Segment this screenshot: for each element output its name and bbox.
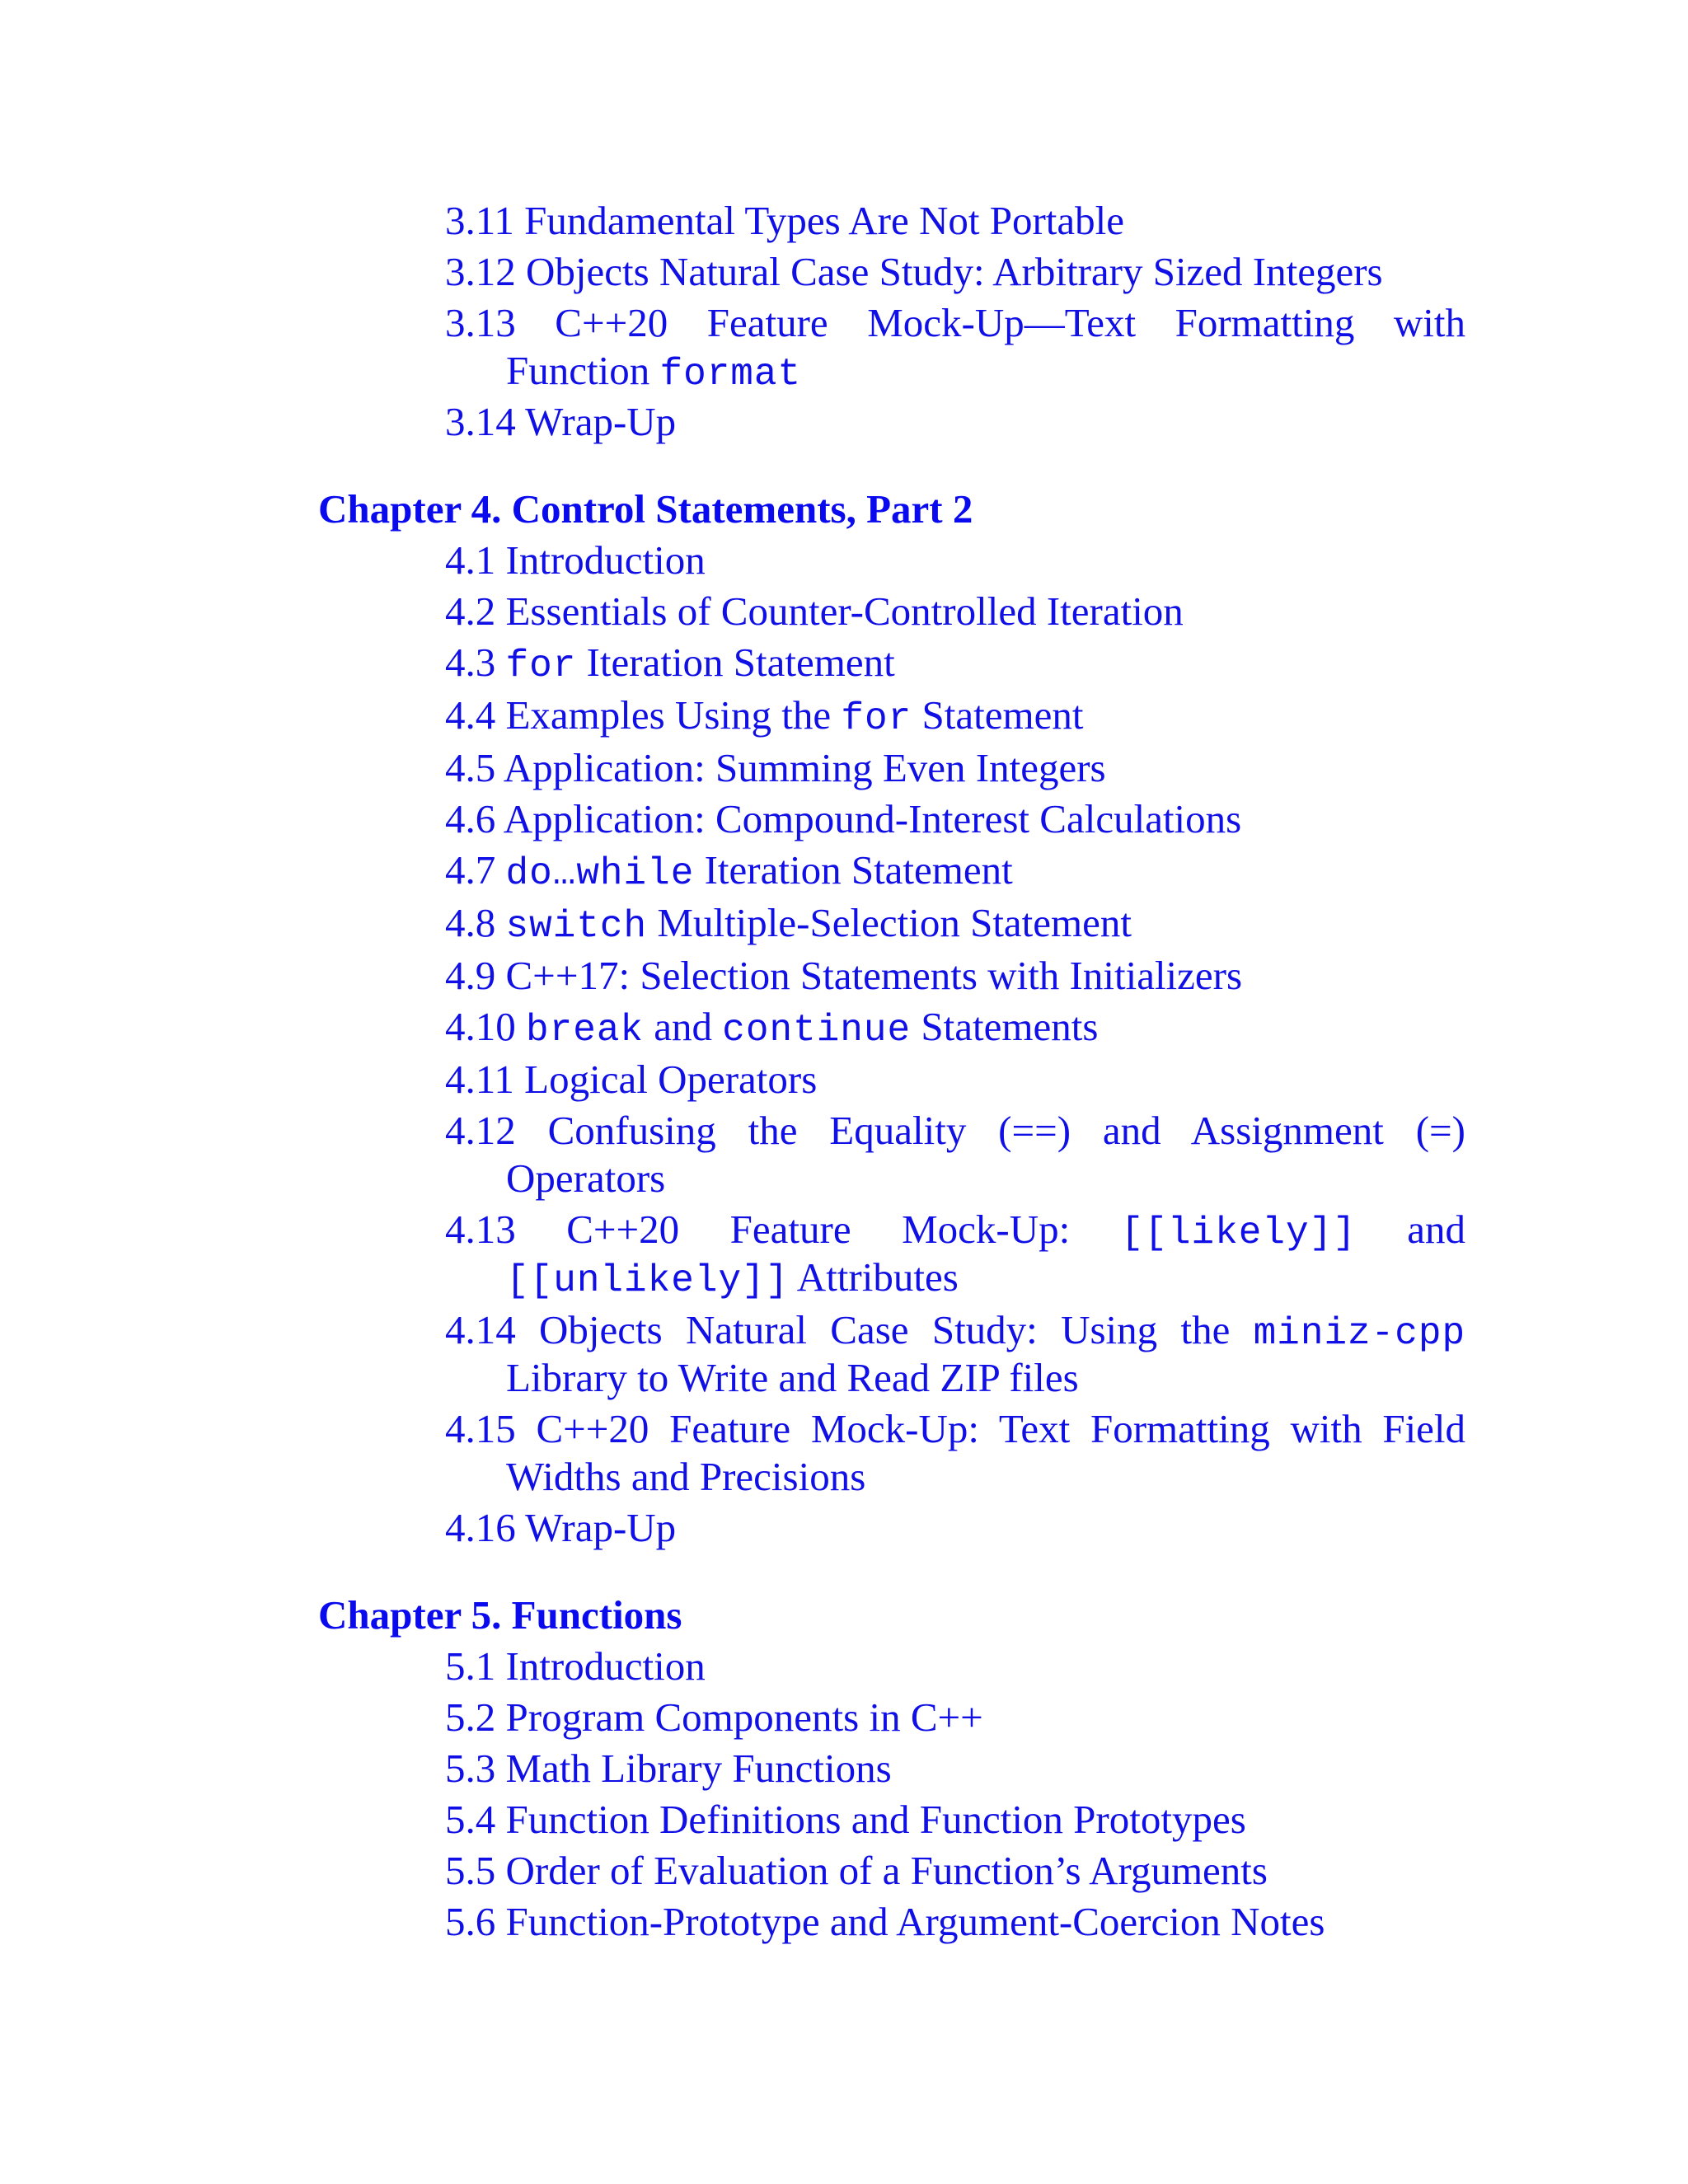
code-break: break bbox=[526, 1009, 645, 1052]
toc-entry-4-14-line2[interactable]: Library to Write and Read ZIP files bbox=[506, 1355, 1079, 1400]
toc-entry-4-9[interactable]: 4.9 C++17: Selection Statements with Initializers bbox=[445, 953, 1243, 998]
toc-entry-4-2[interactable]: 4.2 Essentials of Counter-Controlled Iteration bbox=[445, 588, 1184, 634]
toc-entry-4-12-line2[interactable]: Operators bbox=[506, 1155, 666, 1201]
code-miniz-cpp: miniz-cpp bbox=[1253, 1312, 1466, 1355]
code-likely: [[likely]] bbox=[1120, 1212, 1357, 1254]
code-for: for bbox=[505, 644, 577, 687]
toc-entry-4-8[interactable]: 4.8 switch Multiple-Selection Statement bbox=[445, 900, 1132, 948]
code-switch: switch bbox=[505, 905, 648, 948]
toc-entry-4-15-line2[interactable]: Widths and Precisions bbox=[506, 1454, 866, 1499]
code-format: format bbox=[659, 353, 802, 396]
toc-entry-3-12[interactable]: 3.12 Objects Natural Case Study: Arbitrary Sized Integers bbox=[445, 249, 1383, 294]
toc-entry-5-5[interactable]: 5.5 Order of Evaluation of a Function’s Arguments bbox=[445, 1848, 1268, 1893]
toc-entry-4-10[interactable]: 4.10 break and continue Statements bbox=[445, 1004, 1099, 1052]
toc-entry-4-14-line1[interactable]: 4.14 Objects Natural Case Study: Using the miniz-cpp bbox=[445, 1307, 1466, 1355]
toc-entry-5-6[interactable]: 5.6 Function-Prototype and Argument-Coercion Notes bbox=[445, 1899, 1325, 1944]
toc-entry-4-13-line2[interactable]: [[unlikely]] Attributes bbox=[506, 1254, 959, 1302]
toc-entry-4-13-line1[interactable]: 4.13 C++20 Feature Mock-Up: [[likely]] and bbox=[445, 1207, 1465, 1254]
code-do-while: do…while bbox=[505, 852, 695, 895]
toc-entry-4-16[interactable]: 4.16 Wrap-Up bbox=[445, 1505, 677, 1550]
toc-entry-5-1[interactable]: 5.1 Introduction bbox=[445, 1643, 706, 1689]
chapter-4-heading[interactable]: Chapter 4. Control Statements, Part 2 bbox=[318, 486, 973, 532]
toc-entry-4-12-line1[interactable]: 4.12 Confusing the Equality (==) and Assignment (=) bbox=[445, 1108, 1465, 1153]
code-for: for bbox=[841, 697, 912, 740]
code-continue: continue bbox=[722, 1009, 912, 1052]
toc-entry-5-2[interactable]: 5.2 Program Components in C++ bbox=[445, 1694, 983, 1740]
toc-entry-4-6[interactable]: 4.6 Application: Compound-Interest Calculations bbox=[445, 796, 1242, 841]
toc-entry-4-15-line1[interactable]: 4.15 C++20 Feature Mock-Up: Text Formatting with Field bbox=[445, 1406, 1466, 1451]
code-unlikely: [[unlikely]] bbox=[506, 1259, 790, 1302]
toc-entry-4-7[interactable]: 4.7 do…while Iteration Statement bbox=[445, 847, 1013, 895]
toc-entry-3-14[interactable]: 3.14 Wrap-Up bbox=[445, 399, 677, 444]
toc-entry-5-4[interactable]: 5.4 Function Definitions and Function Prototypes bbox=[445, 1797, 1246, 1842]
toc-entry-3-13-line1[interactable]: 3.13 C++20 Feature Mock-Up—Text Formatting with bbox=[445, 300, 1466, 345]
toc-entry-3-11[interactable]: 3.11 Fundamental Types Are Not Portable bbox=[445, 198, 1125, 243]
toc-entry-4-1[interactable]: 4.1 Introduction bbox=[445, 537, 706, 583]
toc-entry-4-5[interactable]: 4.5 Application: Summing Even Integers bbox=[445, 745, 1106, 790]
toc-entry-4-4[interactable]: 4.4 Examples Using the for Statement bbox=[445, 692, 1084, 740]
toc-entry-4-3[interactable]: 4.3 for Iteration Statement bbox=[445, 640, 895, 687]
chapter-5-heading[interactable]: Chapter 5. Functions bbox=[318, 1592, 682, 1638]
toc-entry-3-13-line2[interactable]: Function format bbox=[506, 348, 802, 396]
toc-entry-5-3[interactable]: 5.3 Math Library Functions bbox=[445, 1746, 892, 1791]
toc-entry-4-11[interactable]: 4.11 Logical Operators bbox=[445, 1057, 818, 1102]
